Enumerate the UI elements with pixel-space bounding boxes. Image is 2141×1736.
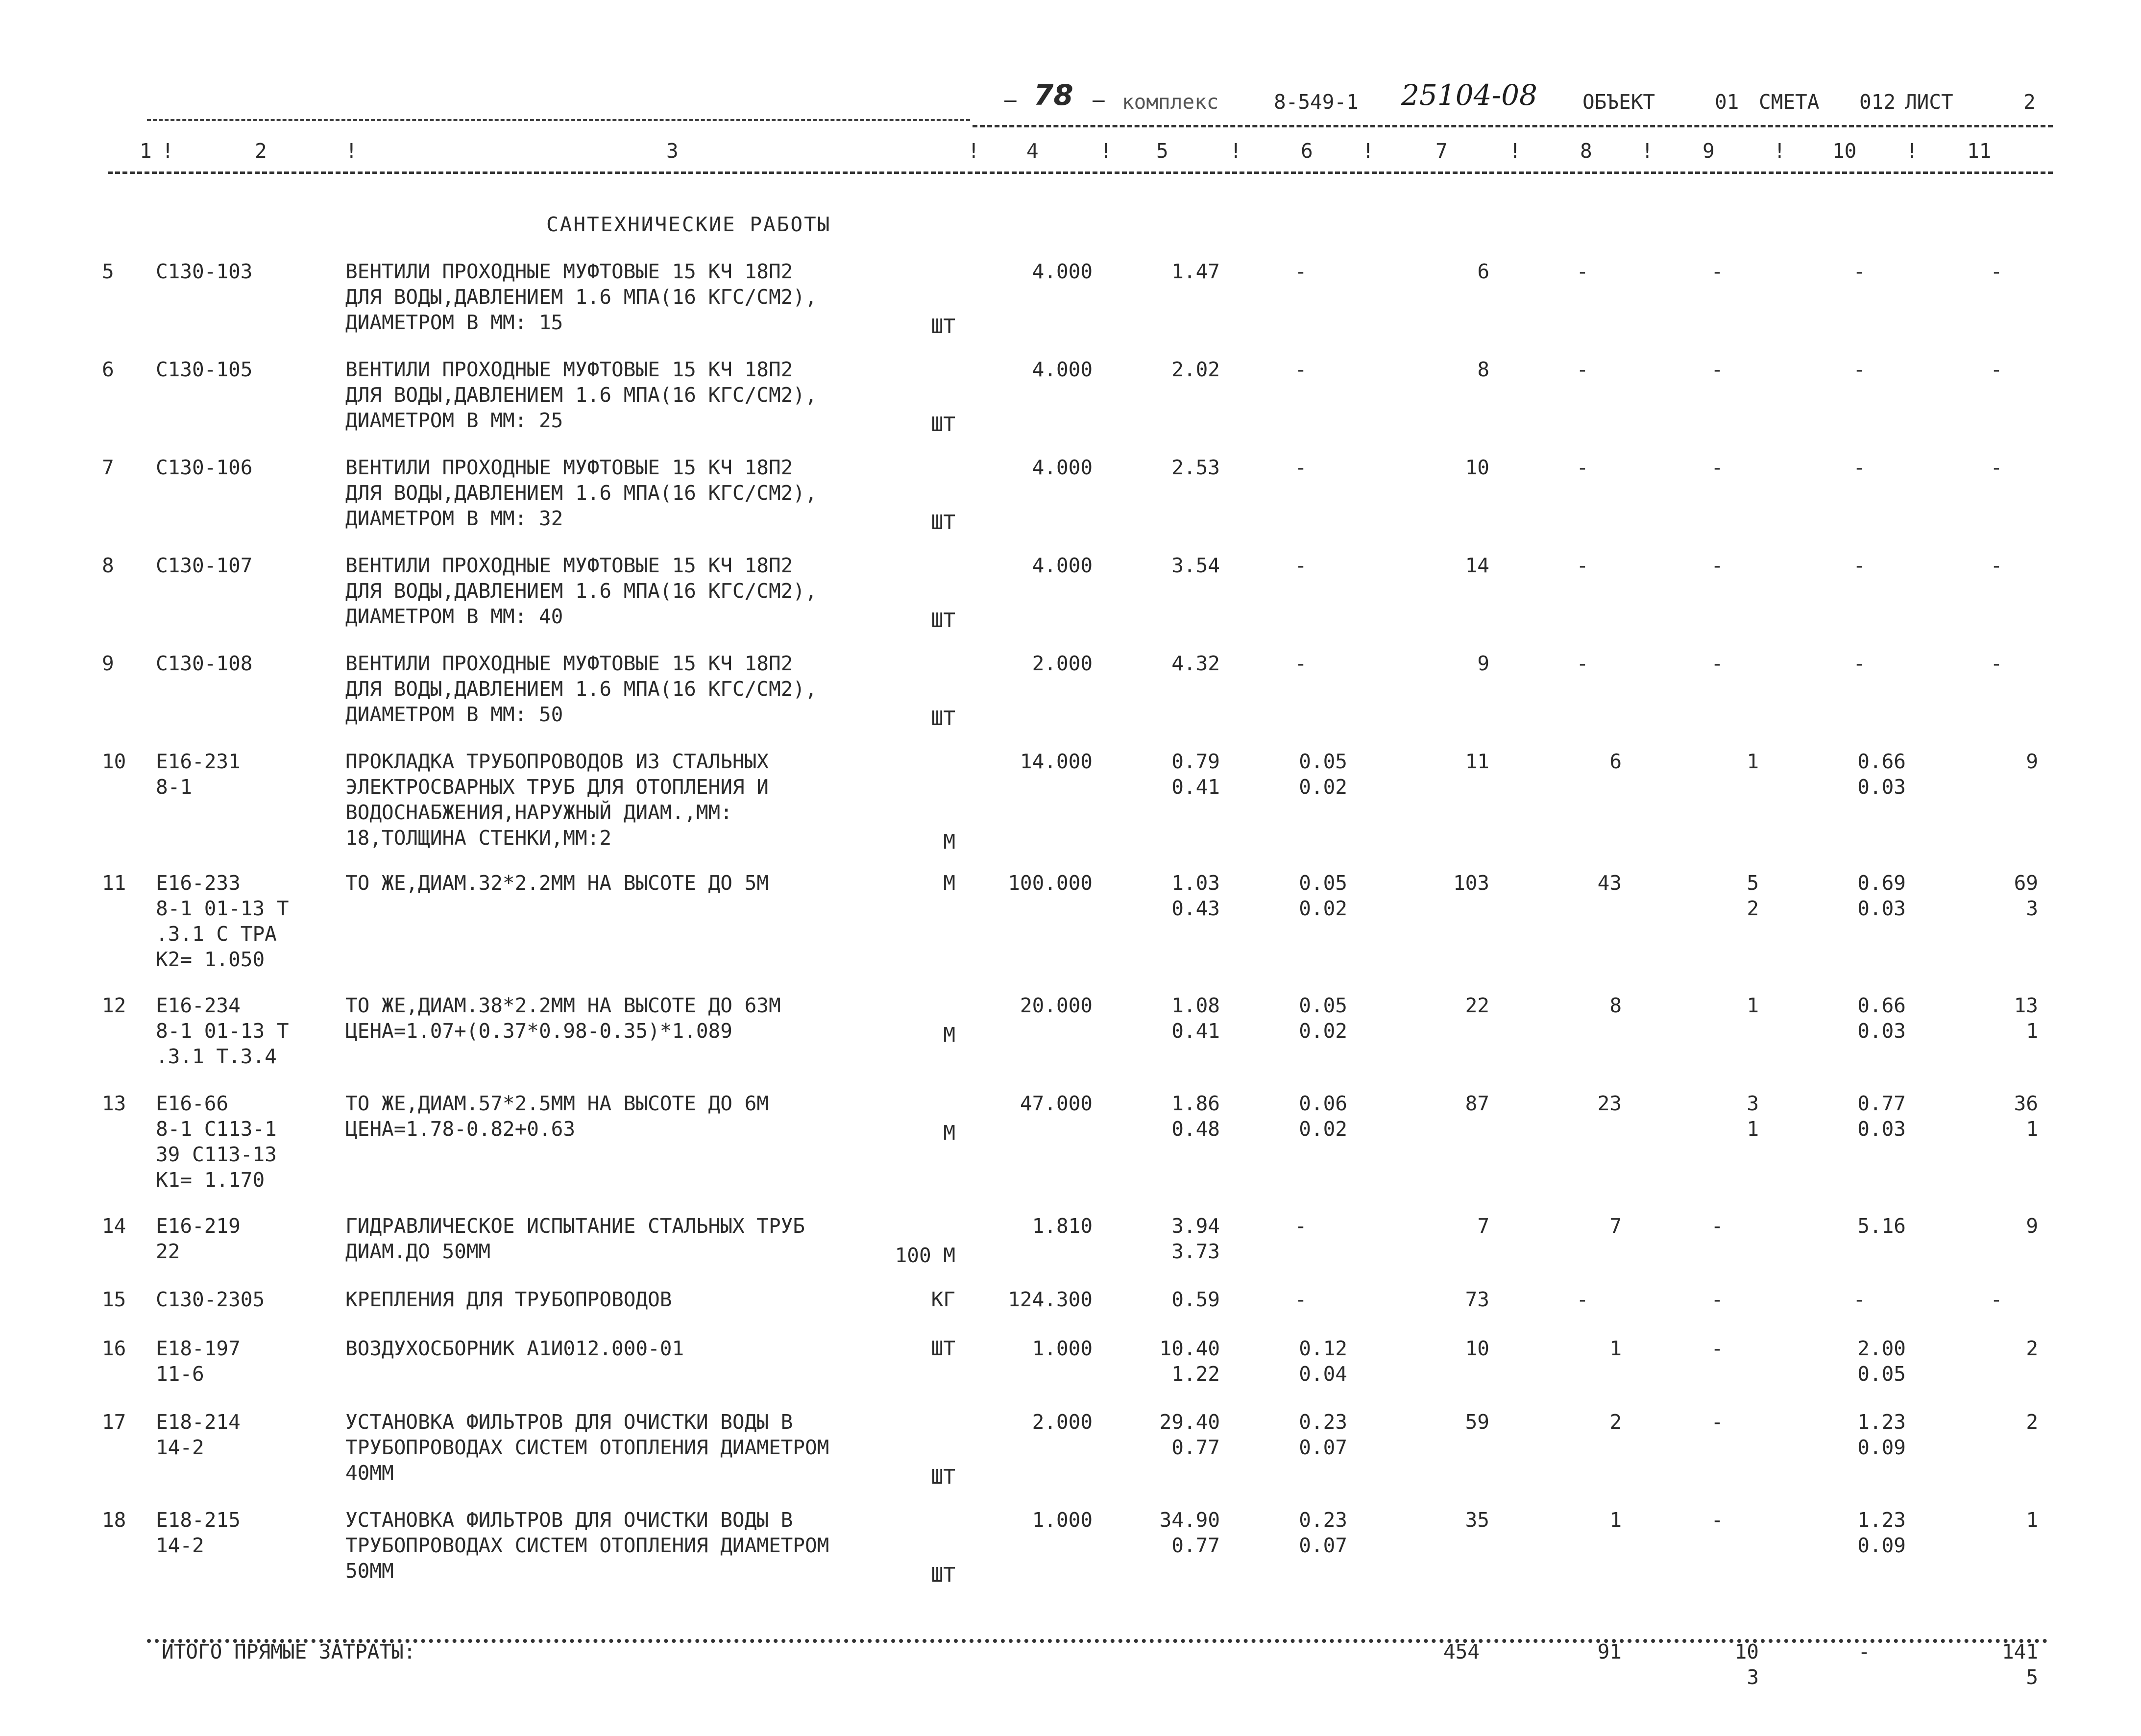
row-col-6: 0.12 <box>1299 1337 1347 1360</box>
row-quantity: 1.810 <box>1032 1214 1093 1238</box>
row-col-10: - <box>1853 260 1866 283</box>
row-unit: М <box>943 830 955 854</box>
total-label: ИТОГО ПРЯМЫЕ ЗАТРАТЫ: <box>162 1640 416 1663</box>
row-number: 8 <box>102 554 114 577</box>
row-col-10: - <box>1853 554 1866 577</box>
row-col-5: 34.90 <box>1159 1508 1220 1532</box>
row-description: ПРОКЛАДКА ТРУБОПРОВОДОВ ИЗ СТАЛЬНЫХ <box>345 750 769 773</box>
row-col-5: 2.02 <box>1171 358 1220 381</box>
row-description: ДЛЯ ВОДЫ,ДАВЛЕНИЕМ 1.6 МПА(16 КГС/СМ2), <box>345 677 817 701</box>
row-quantity: 47.000 <box>1020 1092 1093 1115</box>
row-description: ВЕНТИЛИ ПРОХОДНЫЕ МУФТОВЫЕ 15 КЧ 18П2 <box>345 652 793 675</box>
row-col-5: 3.73 <box>1171 1240 1220 1263</box>
row-col-8: - <box>1576 1288 1589 1311</box>
row-col-6: 0.23 <box>1299 1410 1347 1434</box>
row-quantity: 2.000 <box>1032 1410 1093 1434</box>
section-title: САНТЕХНИЧЕСКИЕ РАБОТЫ <box>546 213 831 236</box>
row-description: ВЕНТИЛИ ПРОХОДНЫЕ МУФТОВЫЕ 15 КЧ 18П2 <box>345 456 793 479</box>
row-col-9: - <box>1711 1337 1724 1360</box>
row-col-7: 103 <box>1453 871 1489 895</box>
row-col-8: - <box>1576 456 1589 479</box>
row-col-11: 69 <box>2014 871 2038 895</box>
row-col-8: - <box>1576 652 1589 675</box>
row-description: ТРУБОПРОВОДАХ СИСТЕМ ОТОПЛЕНИЯ ДИАМЕТРОМ <box>345 1436 829 1459</box>
row-col-10: 0.03 <box>1857 1117 1906 1141</box>
row-col-11: 1 <box>2026 1508 2038 1532</box>
row-col-5: 0.79 <box>1171 750 1220 773</box>
row-col-6: 0.07 <box>1299 1534 1347 1557</box>
row-col-9: - <box>1711 456 1724 479</box>
row-number: 9 <box>102 652 114 675</box>
row-quantity: 1.000 <box>1032 1337 1093 1360</box>
row-number: 6 <box>102 358 114 381</box>
row-col-8: 6 <box>1609 750 1622 773</box>
row-col-6: - <box>1294 652 1307 675</box>
sheet-label: ЛИСТ <box>1905 90 1953 114</box>
col-header-6: 6 <box>1301 139 1313 163</box>
row-col-9: 1 <box>1747 1117 1759 1141</box>
row-col-5: 0.41 <box>1171 775 1220 799</box>
row-col-8: 23 <box>1597 1092 1622 1115</box>
row-col-5: 0.43 <box>1171 897 1220 920</box>
row-col-10: - <box>1853 652 1866 675</box>
col-header-7: 7 <box>1435 139 1448 163</box>
row-description: ТО ЖЕ,ДИАМ.32*2.2ММ НА ВЫСОТЕ ДО 5М <box>345 871 769 895</box>
row-col-10: 0.03 <box>1857 775 1906 799</box>
row-col-8: 7 <box>1609 1214 1622 1238</box>
row-col-7: 87 <box>1465 1092 1489 1115</box>
row-col-9: - <box>1711 1214 1724 1238</box>
row-code: 39 С113-13 <box>156 1143 277 1166</box>
row-code: Е16-66 <box>156 1092 229 1115</box>
row-quantity: 4.000 <box>1032 554 1093 577</box>
row-unit: М <box>943 1023 955 1047</box>
row-col-10: 0.09 <box>1857 1534 1906 1557</box>
row-unit: М <box>943 1121 955 1145</box>
row-code: Е18-215 <box>156 1508 241 1532</box>
row-code: 11-6 <box>156 1362 204 1386</box>
row-code: 14-2 <box>156 1534 204 1557</box>
row-code: С130-108 <box>156 652 253 675</box>
col-header-4: 4 <box>1026 139 1039 163</box>
row-col-9: - <box>1711 260 1724 283</box>
row-col-5: 0.77 <box>1171 1436 1220 1459</box>
row-col-9: - <box>1711 1410 1724 1434</box>
row-number: 14 <box>102 1214 126 1238</box>
row-col-11: - <box>1990 652 2003 675</box>
row-col-5: 1.47 <box>1171 260 1220 283</box>
row-col-7: 73 <box>1465 1288 1489 1311</box>
row-col-10: - <box>1853 456 1866 479</box>
row-number: 13 <box>102 1092 126 1115</box>
row-description: КРЕПЛЕНИЯ ДЛЯ ТРУБОПРОВОДОВ <box>345 1288 672 1311</box>
row-description: ТО ЖЕ,ДИАМ.38*2.2ММ НА ВЫСОТЕ ДО 63М <box>345 994 781 1017</box>
row-col-8: 1 <box>1609 1508 1622 1532</box>
row-col-11: - <box>1990 456 2003 479</box>
row-quantity: 1.000 <box>1032 1508 1093 1532</box>
row-col-9: - <box>1711 554 1724 577</box>
row-col-5: 3.54 <box>1171 554 1220 577</box>
row-col-10: - <box>1853 1288 1866 1311</box>
row-description: ДИАМЕТРОМ В ММ: 25 <box>345 409 563 432</box>
row-col-6: 0.06 <box>1299 1092 1347 1115</box>
row-col-8: 8 <box>1609 994 1622 1017</box>
row-description: ТРУБОПРОВОДАХ СИСТЕМ ОТОПЛЕНИЯ ДИАМЕТРОМ <box>345 1534 829 1557</box>
col-header-2: 2 <box>255 139 267 163</box>
row-col-9: 5 <box>1747 871 1759 895</box>
row-col-6: 0.07 <box>1299 1436 1347 1459</box>
row-col-6: 0.05 <box>1299 750 1347 773</box>
row-col-7: 7 <box>1477 1214 1489 1238</box>
row-description: ЦЕНА=1.78-0.82+0.63 <box>345 1117 575 1141</box>
row-col-8: 2 <box>1609 1410 1622 1434</box>
row-description: ДЛЯ ВОДЫ,ДАВЛЕНИЕМ 1.6 МПА(16 КГС/СМ2), <box>345 579 817 603</box>
row-description: ДЛЯ ВОДЫ,ДАВЛЕНИЕМ 1.6 МПА(16 КГС/СМ2), <box>345 383 817 407</box>
row-description: ЭЛЕКТРОСВАРНЫХ ТРУБ ДЛЯ ОТОПЛЕНИЯ И <box>345 775 769 799</box>
row-col-6: - <box>1294 358 1307 381</box>
row-col-5: 3.94 <box>1171 1214 1220 1238</box>
row-col-9: - <box>1711 1508 1724 1532</box>
row-col-11: 3 <box>2026 897 2038 920</box>
row-code: Е16-234 <box>156 994 241 1017</box>
row-code: 8-1 <box>156 775 193 799</box>
row-col-6: 0.04 <box>1299 1362 1347 1386</box>
row-col-6: - <box>1294 1288 1307 1311</box>
row-unit: ШТ <box>931 511 955 534</box>
row-description: ВОЗДУХОСБОРНИК А1И012.000-01 <box>345 1337 684 1360</box>
row-number: 10 <box>102 750 126 773</box>
row-col-5: 10.40 <box>1159 1337 1220 1360</box>
row-col-6: 0.23 <box>1299 1508 1347 1532</box>
row-col-10: 0.77 <box>1857 1092 1906 1115</box>
row-col-7: 11 <box>1465 750 1489 773</box>
row-code: 22 <box>156 1240 180 1263</box>
header-rule-top-left <box>147 119 970 121</box>
row-number: 7 <box>102 456 114 479</box>
row-col-5: 4.32 <box>1171 652 1220 675</box>
row-description: ДИАМ.ДО 50ММ <box>345 1240 491 1263</box>
row-code: Е16-233 <box>156 871 241 895</box>
row-col-10: 1.23 <box>1857 1508 1906 1532</box>
row-col-11: - <box>1990 1288 2003 1311</box>
row-number: 5 <box>102 260 114 283</box>
row-col-6: 0.05 <box>1299 871 1347 895</box>
row-col-11: - <box>1990 260 2003 283</box>
row-col-8: 1 <box>1609 1337 1622 1360</box>
row-col-5: 1.22 <box>1171 1362 1220 1386</box>
complex-code: 8-549-1 <box>1274 90 1359 114</box>
row-unit: ШТ <box>931 1465 955 1489</box>
row-col-11: - <box>1990 554 2003 577</box>
row-col-9: 3 <box>1747 1092 1759 1115</box>
row-col-10: 1.23 <box>1857 1410 1906 1434</box>
row-col-6: 0.02 <box>1299 1117 1347 1141</box>
row-description: ДЛЯ ВОДЫ,ДАВЛЕНИЕМ 1.6 МПА(16 КГС/СМ2), <box>345 481 817 505</box>
row-unit: ШТ <box>931 1337 955 1360</box>
complex-label: комплекс <box>1122 90 1219 114</box>
row-unit: М <box>943 871 955 895</box>
row-col-9: 2 <box>1747 897 1759 920</box>
row-code: .3.1 С ТРА <box>156 922 277 946</box>
col-header-1: 1 <box>140 139 152 163</box>
row-description: ДЛЯ ВОДЫ,ДАВЛЕНИЕМ 1.6 МПА(16 КГС/СМ2), <box>345 285 817 309</box>
row-col-7: 59 <box>1465 1410 1489 1434</box>
row-col-10: 0.69 <box>1857 871 1906 895</box>
row-col-7: 10 <box>1465 1337 1489 1360</box>
row-col-9: - <box>1711 652 1724 675</box>
row-col-8: - <box>1576 260 1589 283</box>
row-number: 17 <box>102 1410 126 1434</box>
estimate-sheet: – 78 – комплекс 8-549-1 25104-08 ОБЪЕКТ 01 СМЕТА 012 ЛИСТ 2 1 ! 2 ! 3 ! 4 ! 5 ! 6 ! 7 ! 8 ! 9 ! 10 ! 11 САНТЕХНИЧЕСКИЕ РАБОТЫ 5 С130-103 ВЕНТИЛИ ПРОХОДНЫЕ МУФТОВЫЕ 15 КЧ 18П2 ДЛЯ ВОДЫ,ДАВЛЕНИЕМ 1.6 МПА(16 КГС/СМ2), ДИАМЕТРОМ В ММ: 15 ШТ 4.000 1.47 - 6 - - - - 6 С130-105 ВЕНТИЛИ ПРОХОДНЫЕ МУФТОВЫЕ 15 КЧ 18П2 ДЛЯ ВОДЫ,ДАВЛЕНИЕМ 1.6 МПА(16 КГС/СМ2), ДИАМЕТРОМ В ММ: 25 ШТ 4.000 2.02 - 8 - - - - 7 С130-106 ВЕНТИЛИ ПРОХОДНЫЕ МУФТОВЫЕ 15 КЧ 18П2 ДЛЯ ВОДЫ,ДАВЛЕНИЕМ 1.6 МПА(16 КГС/СМ2), ДИАМЕТРОМ В ММ: 32 ШТ 4.000 2.53 - 10 - - - - 8 С130-107 ВЕНТИЛИ ПРОХОДНЫЕ МУФТОВЫЕ 15 КЧ 18П2 ДЛЯ ВОДЫ,ДАВЛЕНИЕМ 1.6 МПА(16 КГС/СМ2), ДИАМЕТРОМ В ММ: 40 ШТ 4.000 3.54 - 14 - - - - 9 С130-108 ВЕНТИЛИ ПРОХОДНЫЕ МУФТОВЫЕ 15 КЧ 18П2 ДЛЯ ВОДЫ,ДАВЛЕНИЕМ 1.6 МПА(16 КГС/СМ2), ДИАМЕТРОМ В ММ: 50 ШТ 2.000 4.32 - 9 - - - - 10 Е16-231 8-1 ПРОКЛАДКА ТРУБОПРОВОДОВ ИЗ СТАЛЬНЫХ ЭЛЕКТРОСВАРНЫХ ТРУБ ДЛЯ ОТОПЛЕНИЯ И ВОДОСНАБЖЕНИЯ,НАРУЖНЫЙ ДИАМ.,ММ: 18,ТОЛЩИНА СТЕНКИ,ММ:2 М 14.000 0.79 0.41 0.05 0.02 11 6 1 0.66 0.03 9 11 Е16-233 8-1 01-13 Т .3.1 С ТРА К2= 1.050 ТО ЖЕ,ДИАМ.32*2.2ММ НА ВЫСОТЕ ДО 5М М 100.000 1.03 0.43 0.05 0.02 103 43 5 2 0.69 0.03 69 3 12 Е16-234 8-1 01-13 Т .3.1 Т.3.4 ТО ЖЕ,ДИАМ.38*2.2ММ НА ВЫСОТЕ ДО 63М ЦЕНА=1.07+(0.37*0.98-0.35)*1.089 М 20.000 1.08 0.41 0.05 0.02 22 8 1 0.66 0.03 13 1 13 Е16-66 8-1 С113-1 39 С113-13 К1= 1.170 ТО ЖЕ,ДИАМ.57*2.5ММ НА ВЫСОТЕ ДО 6М ЦЕНА=1.78-0.82+0.63 М 47.000 1.86 0.48 0.06 0.02 87 23 3 1 0.77 0.03 36 1 14 Е16-219 22 ГИДРАВЛИЧЕСКОЕ ИСПЫТАНИЕ СТАЛЬНЫХ ТРУБ ДИАМ.ДО 50ММ 100 М 1.810 3.94 3.73 - 7 7 - 5.16 9 15 С130-2305 КРЕПЛЕНИЯ ДЛЯ ТРУБОПРОВОДОВ КГ 124.300 0.59 - 73 - - - - 16 Е18-197 11-6 ВОЗДУХОСБОРНИК А1И012.000-01 ШТ 1.000 10.40 1.22 0.12 0.04 10 1 - 2.00 0.05 2 17 Е18-214 14-2 УСТАНОВКА ФИЛЬТРОВ ДЛЯ ОЧИСТКИ ВОДЫ В ТРУБОПРОВОДАХ СИСТЕМ ОТОПЛЕНИЯ ДИАМЕТРОМ 40ММ ШТ 2.000 29.40 0.77 0.23 0.07 59 2 - 1.23 0.09 2 18 Е18-215 14-2 УСТАНОВКА ФИЛЬТРОВ ДЛЯ ОЧИСТКИ ВОДЫ В ТРУБОПРОВОДАХ СИСТЕМ ОТОПЛЕНИЯ ДИАМЕТРОМ 50ММ ШТ 1.000 34.90 0.77 0.23 0.07 35 1 - 1.23 0.09 1 ИТОГО ПРЯМЫЕ ЗАТРАТЫ: 454 91 10 3 - 141 5 <box>0 0 2141 1736</box>
row-code: Е16-219 <box>156 1214 241 1238</box>
row-number: 12 <box>102 994 126 1017</box>
row-description: ВЕНТИЛИ ПРОХОДНЫЕ МУФТОВЫЕ 15 КЧ 18П2 <box>345 260 793 283</box>
total-separator <box>147 1639 2048 1643</box>
row-col-11: 9 <box>2026 750 2038 773</box>
handwritten-reference: 25104-08 <box>1401 78 1537 112</box>
row-description: ВОДОСНАБЖЕНИЯ,НАРУЖНЫЙ ДИАМ.,ММ: <box>345 801 732 824</box>
row-col-5: 2.53 <box>1171 456 1220 479</box>
header-rule-top-right <box>973 125 2053 127</box>
row-col-10: 0.03 <box>1857 897 1906 920</box>
row-description: ДИАМЕТРОМ В ММ: 32 <box>345 507 563 530</box>
estimate-label: СМЕТА <box>1759 90 1820 114</box>
row-col-10: 0.05 <box>1857 1362 1906 1386</box>
row-col-8: - <box>1576 554 1589 577</box>
row-description: ТО ЖЕ,ДИАМ.57*2.5ММ НА ВЫСОТЕ ДО 6М <box>345 1092 769 1115</box>
row-col-5: 0.48 <box>1171 1117 1220 1141</box>
row-description: 50ММ <box>345 1559 394 1583</box>
row-description: ГИДРАВЛИЧЕСКОЕ ИСПЫТАНИЕ СТАЛЬНЫХ ТРУБ <box>345 1214 805 1238</box>
row-col-10: 5.16 <box>1857 1214 1906 1238</box>
row-unit: ШТ <box>931 609 955 632</box>
row-col-11: 36 <box>2014 1092 2038 1115</box>
row-number: 18 <box>102 1508 126 1532</box>
row-code: С130-107 <box>156 554 253 577</box>
page-number: 78 <box>1034 78 1073 112</box>
row-unit: ШТ <box>931 707 955 730</box>
row-col-6: - <box>1294 260 1307 283</box>
row-code: 8-1 01-13 Т <box>156 1019 289 1043</box>
row-col-5: 1.08 <box>1171 994 1220 1017</box>
row-col-9: 1 <box>1747 994 1759 1017</box>
row-quantity: 4.000 <box>1032 260 1093 283</box>
row-code: Е18-214 <box>156 1410 241 1434</box>
row-description: 18,ТОЛЩИНА СТЕНКИ,ММ:2 <box>345 826 612 850</box>
row-code: С130-105 <box>156 358 253 381</box>
col-header-5: 5 <box>1156 139 1168 163</box>
row-unit: ШТ <box>931 315 955 338</box>
row-code: К1= 1.170 <box>156 1168 265 1192</box>
total-col-10: - <box>1858 1640 1871 1663</box>
object-label: ОБЪЕКТ <box>1582 90 1655 114</box>
row-quantity: 100.000 <box>1008 871 1093 895</box>
row-col-10: 0.66 <box>1857 750 1906 773</box>
row-col-5: 29.40 <box>1159 1410 1220 1434</box>
row-col-5: 0.59 <box>1171 1288 1220 1311</box>
row-code: 14-2 <box>156 1436 204 1459</box>
row-description: УСТАНОВКА ФИЛЬТРОВ ДЛЯ ОЧИСТКИ ВОДЫ В <box>345 1410 793 1434</box>
row-code: Е18-197 <box>156 1337 241 1360</box>
row-quantity: 124.300 <box>1008 1288 1093 1311</box>
col-header-9: 9 <box>1703 139 1715 163</box>
row-col-11: 13 <box>2014 994 2038 1017</box>
row-col-6: - <box>1294 1214 1307 1238</box>
total-col-9: 10 <box>1734 1640 1759 1663</box>
row-description: ЦЕНА=1.07+(0.37*0.98-0.35)*1.089 <box>345 1019 732 1043</box>
col-header-11: 11 <box>1967 139 1992 163</box>
row-col-5: 1.86 <box>1171 1092 1220 1115</box>
row-col-11: 1 <box>2026 1117 2038 1141</box>
header-dash-right: – <box>1093 88 1105 112</box>
total-col-7: 454 <box>1443 1640 1480 1663</box>
sheet-value: 2 <box>2023 90 2036 114</box>
row-col-6: - <box>1294 456 1307 479</box>
row-col-11: 2 <box>2026 1410 2038 1434</box>
row-unit: 100 М <box>895 1244 955 1267</box>
row-col-11: 9 <box>2026 1214 2038 1238</box>
row-col-6: 0.05 <box>1299 994 1347 1017</box>
row-col-6: 0.02 <box>1299 775 1347 799</box>
row-col-11: 1 <box>2026 1019 2038 1043</box>
header-rule-bottom <box>108 171 2053 174</box>
row-description: 40ММ <box>345 1461 394 1485</box>
row-col-7: 22 <box>1465 994 1489 1017</box>
row-code: 8-1 С113-1 <box>156 1117 277 1141</box>
row-col-9: - <box>1711 1288 1724 1311</box>
row-col-9: - <box>1711 358 1724 381</box>
row-unit: КГ <box>931 1288 955 1311</box>
row-col-6: 0.02 <box>1299 1019 1347 1043</box>
row-col-7: 6 <box>1477 260 1489 283</box>
header-dash-left: – <box>1004 88 1017 112</box>
row-code: С130-2305 <box>156 1288 265 1311</box>
row-unit: ШТ <box>931 1563 955 1587</box>
row-description: УСТАНОВКА ФИЛЬТРОВ ДЛЯ ОЧИСТКИ ВОДЫ В <box>345 1508 793 1532</box>
row-description: ДИАМЕТРОМ В ММ: 40 <box>345 605 563 628</box>
row-number: 11 <box>102 871 126 895</box>
row-col-10: 0.09 <box>1857 1436 1906 1459</box>
row-col-8: - <box>1576 358 1589 381</box>
row-code: 8-1 01-13 Т <box>156 897 289 920</box>
col-header-10: 10 <box>1832 139 1857 163</box>
estimate-value: 012 <box>1859 90 1896 114</box>
row-col-10: - <box>1853 358 1866 381</box>
row-col-5: 0.41 <box>1171 1019 1220 1043</box>
total-col-11-line-2: 5 <box>2026 1665 2038 1689</box>
row-description: ВЕНТИЛИ ПРОХОДНЫЕ МУФТОВЫЕ 15 КЧ 18П2 <box>345 358 793 381</box>
total-col-9-line-2: 3 <box>1747 1665 1759 1689</box>
col-header-3: 3 <box>666 139 679 163</box>
total-col-11: 141 <box>2001 1640 2038 1663</box>
row-col-10: 2.00 <box>1857 1337 1906 1360</box>
row-quantity: 14.000 <box>1020 750 1093 773</box>
row-col-8: 43 <box>1597 871 1622 895</box>
row-col-5: 1.03 <box>1171 871 1220 895</box>
row-col-9: 1 <box>1747 750 1759 773</box>
row-number: 16 <box>102 1337 126 1360</box>
row-unit: ШТ <box>931 413 955 436</box>
row-col-11: - <box>1990 358 2003 381</box>
row-number: 15 <box>102 1288 126 1311</box>
row-description: ДИАМЕТРОМ В ММ: 15 <box>345 311 563 334</box>
row-quantity: 4.000 <box>1032 456 1093 479</box>
row-quantity: 2.000 <box>1032 652 1093 675</box>
row-col-7: 10 <box>1465 456 1489 479</box>
row-description: ДИАМЕТРОМ В ММ: 50 <box>345 703 563 726</box>
row-description: ВЕНТИЛИ ПРОХОДНЫЕ МУФТОВЫЕ 15 КЧ 18П2 <box>345 554 793 577</box>
object-value: 01 <box>1715 90 1739 114</box>
row-col-7: 9 <box>1477 652 1489 675</box>
row-col-7: 14 <box>1465 554 1489 577</box>
row-code: .3.1 Т.3.4 <box>156 1045 277 1068</box>
row-col-11: 2 <box>2026 1337 2038 1360</box>
row-col-6: - <box>1294 554 1307 577</box>
row-col-10: 0.03 <box>1857 1019 1906 1043</box>
row-code: Е16-231 <box>156 750 241 773</box>
row-col-7: 8 <box>1477 358 1489 381</box>
row-code: С130-106 <box>156 456 253 479</box>
col-header-8: 8 <box>1580 139 1592 163</box>
row-col-6: 0.02 <box>1299 897 1347 920</box>
row-quantity: 4.000 <box>1032 358 1093 381</box>
total-col-8: 91 <box>1597 1640 1622 1663</box>
row-col-7: 35 <box>1465 1508 1489 1532</box>
row-quantity: 20.000 <box>1020 994 1093 1017</box>
row-col-10: 0.66 <box>1857 994 1906 1017</box>
row-code: К2= 1.050 <box>156 948 265 971</box>
row-col-5: 0.77 <box>1171 1534 1220 1557</box>
row-code: С130-103 <box>156 260 253 283</box>
